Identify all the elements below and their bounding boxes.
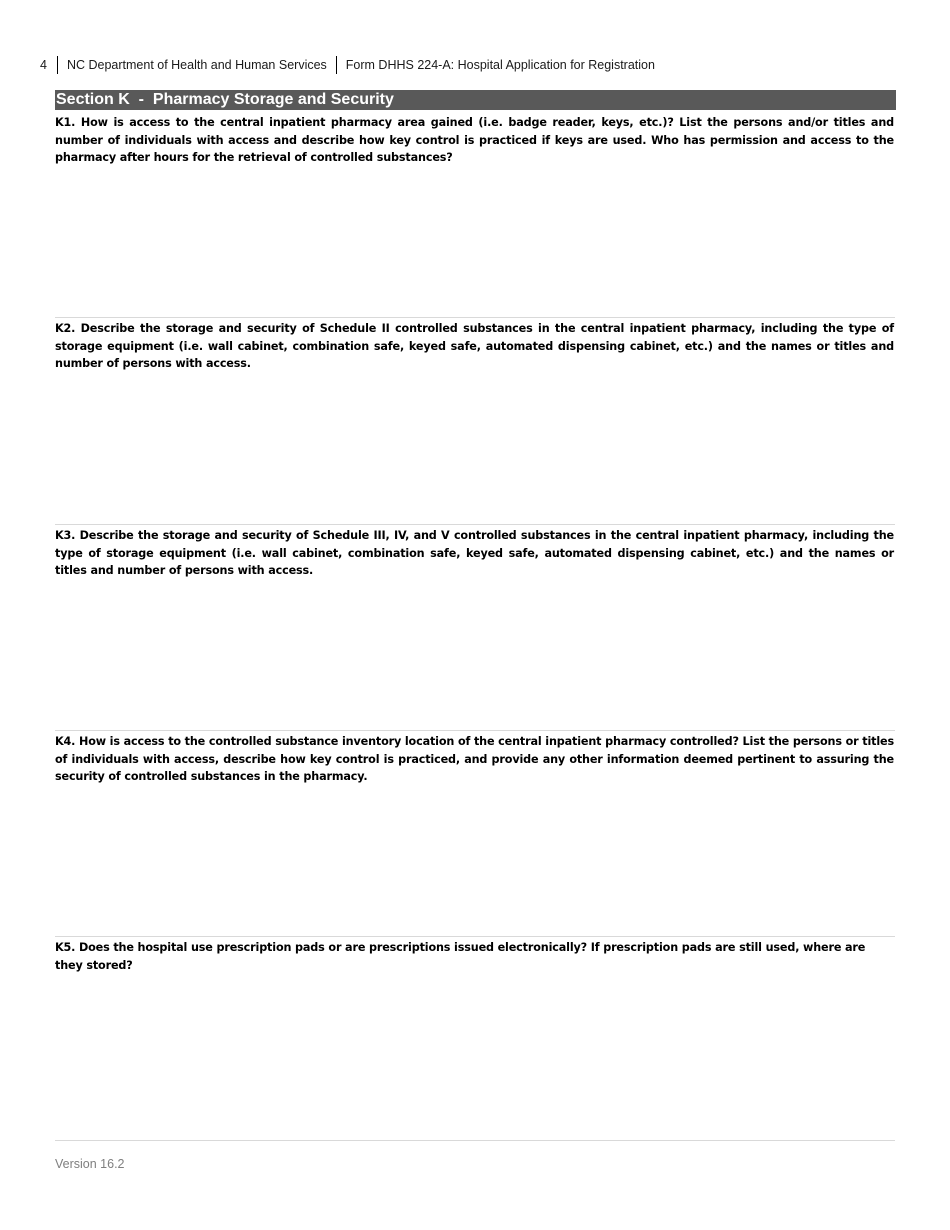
footer-divider [55,1140,895,1141]
section-divider [55,936,895,937]
answer-field-k2[interactable] [55,376,894,516]
header-divider [57,56,58,74]
header-divider [336,56,337,74]
page-header [40,56,655,74]
question-k4: K4. How is access to the controlled substance inventory location of the central inpatient pharmacy controlled? List the persons or titles of individuals with access, describe how key control is practiced, and provide any other information deemed pertinent to assuring the security of controlled substances in the pharmacy. [55,735,894,783]
department-name: NC Department of Health and Human Services [66,58,327,72]
form-title: Form DHHS 224-A: Hospital Application for Registration [345,58,655,72]
section-divider [55,524,895,525]
question-k1: K1. How is access to the central inpatient pharmacy area gained (i.e. badge reader, keys, etc.)? List the persons and/or titles and number of individuals with access and describe how key control is practiced if keys are used. Who has permission and access to the pharmacy after hours for the retrieval of controlled substances? [55,116,894,164]
version-label: Version 16.2 [55,1157,125,1171]
section-divider [55,730,895,731]
question-k2: K2. Describe the storage and security of Schedule II controlled substances in the central inpatient pharmacy, including the type of storage equipment (i.e. wall cabinet, combination safe, keyed safe, automated dispensing cabinet, etc.) and the names or titles and number of persons with access. [55,322,894,370]
answer-field-k3[interactable] [55,583,894,723]
question-k3: K3. Describe the storage and security of Schedule III, IV, and V controlled substances in the central inpatient pharmacy, including the type of storage equipment (i.e. wall cabinet, combination safe, keyed safe, automated dispensing cabinet, etc.) and the names or titles and number of persons with access. [55,529,894,577]
question-k5: K5. Does the hospital use prescription pads or are prescriptions issued electronically? If prescription pads are still used, where are they stored? [55,941,866,972]
page-number: 4 [40,58,47,72]
section-title: Section K - Pharmacy Storage and Security [55,90,896,110]
section-divider [55,317,895,318]
answer-field-k5[interactable] [55,962,894,1132]
answer-field-k4[interactable] [55,789,894,929]
answer-field-k1[interactable] [55,170,894,310]
